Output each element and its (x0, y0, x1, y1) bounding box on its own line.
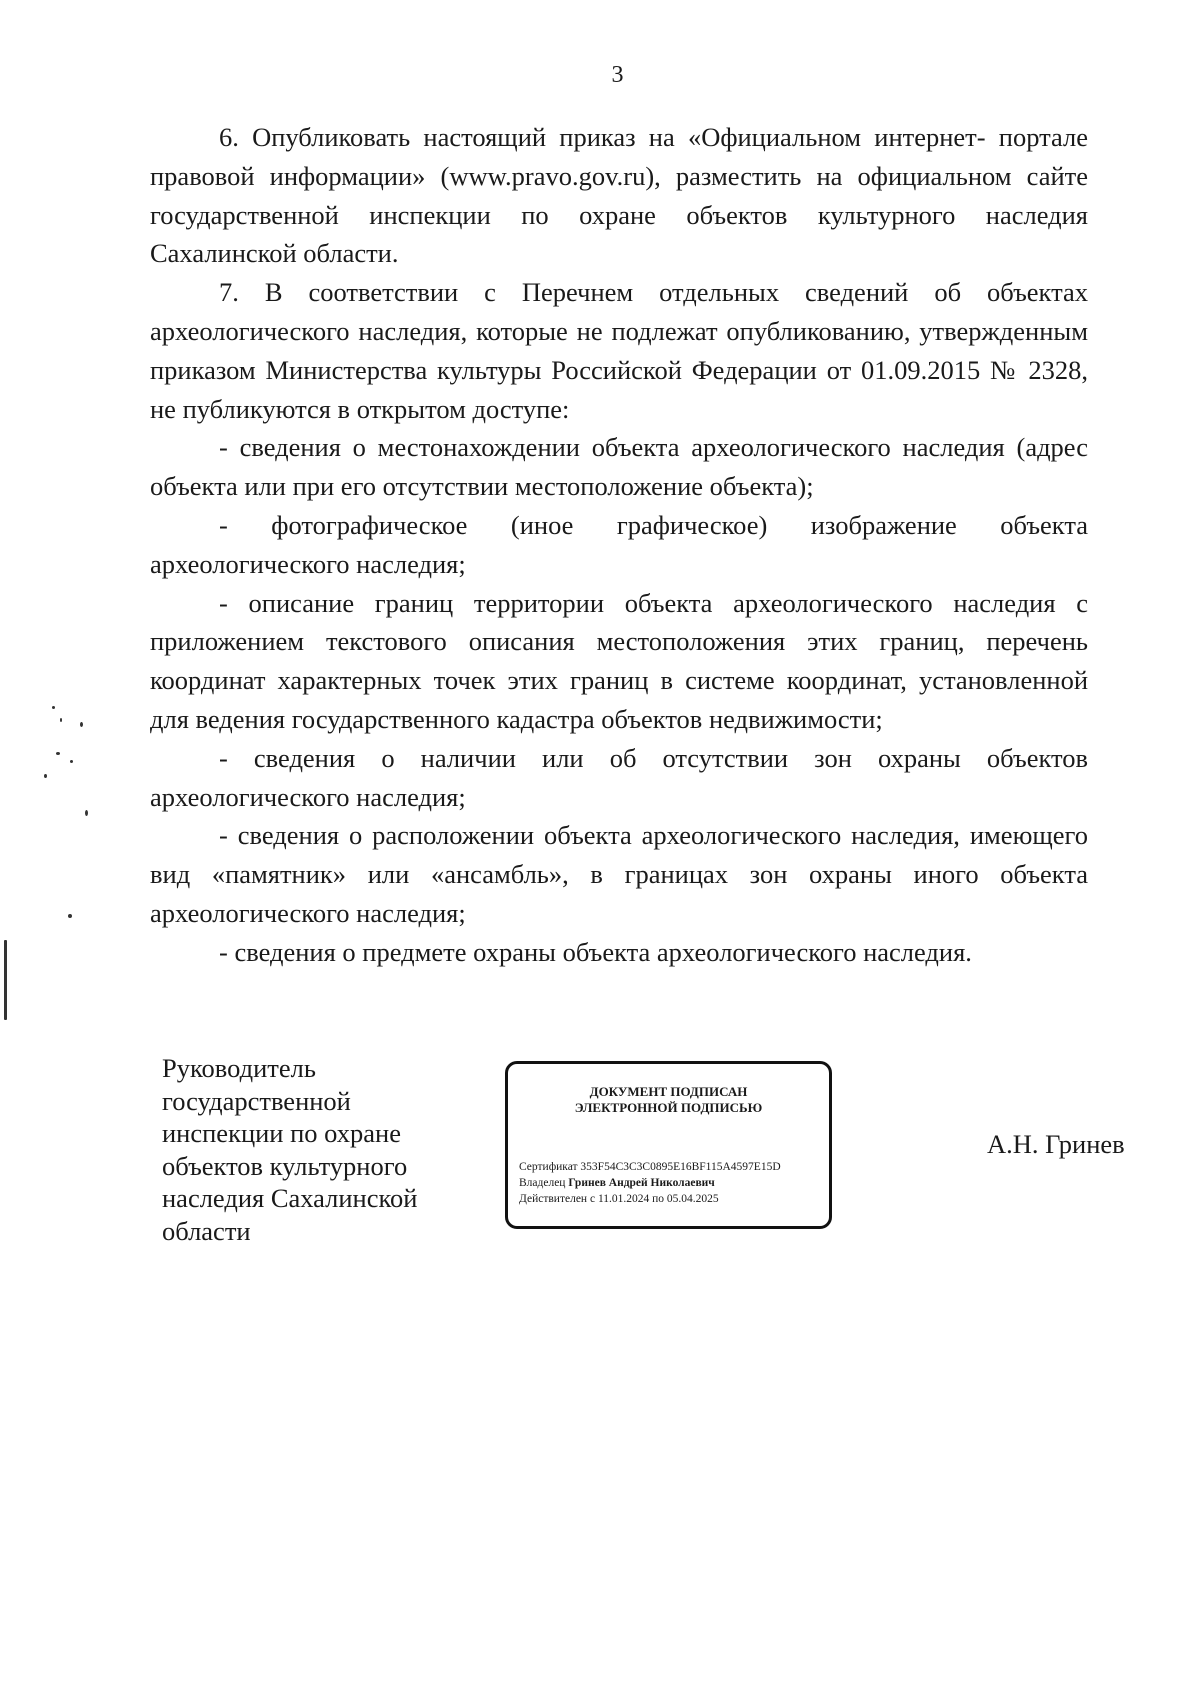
stamp-title-line: ДОКУМЕНТ ПОДПИСАН (589, 1084, 748, 1099)
signer-position-line: наследия Сахалинской (162, 1183, 418, 1213)
scan-speck (85, 810, 88, 816)
stamp-validity: Действителен с 11.01.2024 по 05.04.2025 (519, 1193, 719, 1205)
signer-position-line: области (162, 1215, 251, 1246)
scan-speck (4, 940, 7, 1020)
signer-position-line: объектов культурного (162, 1150, 408, 1181)
page-number: 3 (611, 62, 624, 88)
stamp-details (519, 1159, 823, 1207)
signer-position-line: инспекции по охране (162, 1118, 401, 1148)
signer-position (162, 1052, 462, 1247)
signer-name: А.Н. Гринев (987, 1129, 1125, 1159)
scan-speck (60, 718, 62, 722)
list-item-monument-location: - сведения о расположении объекта археологического наследия, имеющего вид «памятник» или «ансамбль», в границах зон охраны иного объекта археологического наследия; (150, 820, 1088, 928)
scan-speck (44, 774, 47, 778)
scan-speck (68, 914, 72, 918)
signer-position-line: государственной (162, 1085, 351, 1116)
stamp-title (508, 1084, 829, 1116)
order-body (150, 118, 1088, 972)
signer-position-line: Руководитель (162, 1053, 316, 1083)
list-item-protection-subject: - сведения о предмете охраны объекта археологического наследия. (219, 936, 972, 967)
stamp-certificate-value: 353F54C3C3C0895E16BF115A4597E15D (580, 1161, 781, 1173)
list-item-photo: - фотографическое (иное графическое) изображение объекта археологического наследия; (150, 509, 1088, 579)
stamp-owner-label: Владелец (519, 1177, 566, 1189)
electronic-signature-stamp (505, 1061, 832, 1229)
list-item-protection-zones: - сведения о наличии или об отсутствии зон охраны объектов археологического наследия; (150, 742, 1088, 812)
stamp-certificate-label: Сертификат (519, 1161, 578, 1173)
scan-speck (52, 706, 55, 709)
paragraph-publish: 6. Опубликовать настоящий приказ на «Официальном интернет- портале правовой информации» (www.pravo.gov.ru), разместить на официальном сайте государственной инспекции по охране объектов культурного наследия Сахалинской области. (150, 122, 1088, 269)
scan-speck (56, 752, 60, 755)
list-item-boundaries: - описание границ территории объекта археологического наследия с приложением текстового описания местоположения этих границ, перечень координат характерных точек этих границ в системе координат, установленной для ведения государственного кадастра объектов недвижимости; (150, 587, 1088, 734)
stamp-owner-value: Гринев Андрей Николаевич (568, 1177, 715, 1189)
stamp-certificate (519, 1159, 823, 1175)
scan-speck (70, 760, 73, 763)
paragraph-restrictions: 7. В соответствии с Перечнем отдельных сведений об объектах археологического наследия, которые не подлежат опубликованию, утвержденным приказом Министерства культуры Российской Федерации от 01.09.2015 № 2328, не публикуются в открытом доступе: (150, 277, 1088, 424)
scan-speck (80, 722, 83, 727)
list-item-location: - сведения о местонахождении объекта археологического наследия (адрес объекта или при его отсутствии местоположение объекта); (150, 432, 1088, 502)
stamp-owner (519, 1175, 823, 1191)
stamp-title-line: ЭЛЕКТРОННОЙ ПОДПИСЬЮ (574, 1100, 763, 1115)
